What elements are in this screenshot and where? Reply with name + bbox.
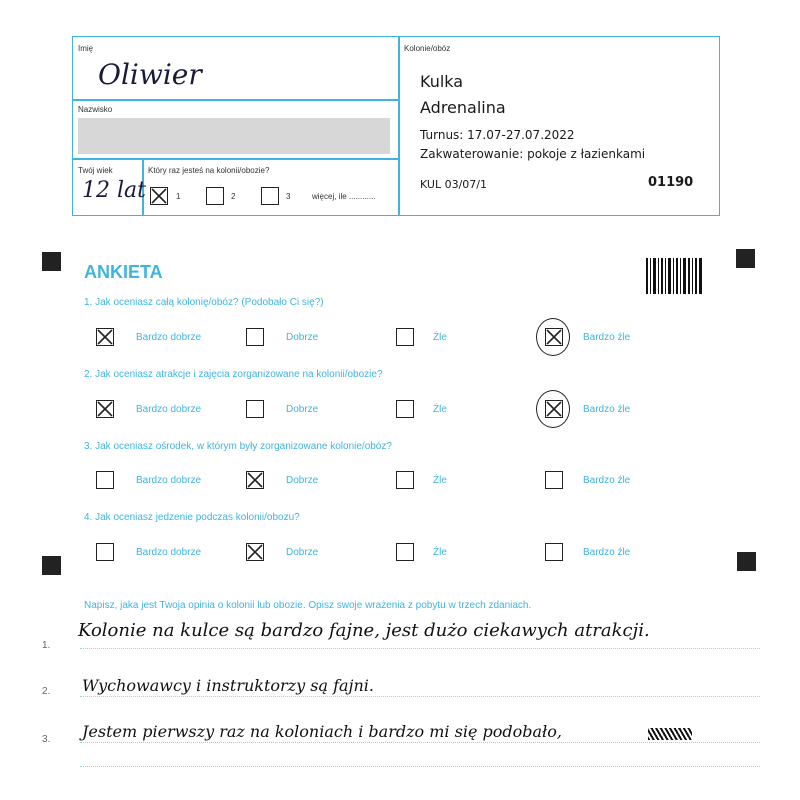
q2-label-bardzo-le: Bardzo źle — [583, 404, 631, 415]
q4-checkbox-bardzo-dobrze[interactable] — [96, 543, 114, 561]
q3-checkbox-le[interactable] — [396, 471, 414, 489]
opinion-prompt: Napisz, jaka jest Twoja opinia o kolonii lub obozie. Opisz swoje wrażenia z pobytu w trzech zdaniach. — [84, 600, 532, 611]
q4-label-dobrze: Dobrze — [286, 547, 319, 558]
times-more: więcej, ile ............ — [312, 192, 376, 201]
dotted-line-3 — [80, 742, 760, 743]
q2-label-le: Źle — [433, 404, 447, 415]
q1-checkbox-dobrze[interactable] — [246, 328, 264, 346]
q4-label-bardzo-dobrze: Bardzo dobrze — [136, 547, 202, 558]
document-number: 01190 — [648, 175, 694, 190]
name-value: Oliwier — [98, 58, 202, 91]
times-checkbox-1[interactable] — [150, 187, 168, 205]
q1-label-dobrze: Dobrze — [286, 332, 319, 343]
survey-title: ANKIETA — [84, 262, 163, 282]
q3-checkbox-bardzo-dobrze[interactable] — [96, 471, 114, 489]
check-mark-icon — [96, 400, 114, 418]
surname-redaction — [78, 118, 390, 154]
question-4-text: 4. Jak oceniasz jedzenie podczas kolonii/obozu? — [84, 512, 300, 523]
question-1-text: 1. Jak oceniasz całą kolonię/obóz? (Podobało Ci się?) — [84, 297, 324, 308]
q3-label-bardzo-le: Bardzo źle — [583, 475, 631, 486]
line-number-2: 2. — [42, 686, 51, 697]
line-number-3: 3. — [42, 734, 51, 745]
q1-label-bardzo-dobrze: Bardzo dobrze — [136, 332, 202, 343]
age-value: 12 lat — [82, 178, 146, 203]
dotted-line-1 — [80, 648, 760, 649]
q3-checkbox-dobrze[interactable] — [246, 471, 264, 489]
surname-label: Nazwisko — [78, 105, 113, 114]
check-mark-icon — [150, 187, 168, 205]
q1-label-le: Źle — [433, 332, 447, 343]
q1-checkbox-le[interactable] — [396, 328, 414, 346]
question-2-text: 2. Jak oceniasz atrakcje i zajęcia zorganizowane na kolonii/obozie? — [84, 369, 383, 380]
opinion-line-1: Kolonie na kulce są bardzo fajne, jest dużo ciekawych atrakcji. — [78, 620, 650, 641]
check-mark-icon — [246, 471, 264, 489]
q4-checkbox-bardzo-le[interactable] — [545, 543, 563, 561]
dotted-line-4 — [80, 766, 760, 767]
times-option-1: 1 — [176, 192, 181, 201]
times-label: Który raz jesteś na kolonii/obozie? — [148, 166, 270, 175]
divider-vertical — [398, 36, 400, 216]
q2-checkbox-dobrze[interactable] — [246, 400, 264, 418]
barcode-icon — [646, 258, 702, 294]
q4-label-bardzo-le: Bardzo źle — [583, 547, 631, 558]
line-number-1: 1. — [42, 640, 51, 651]
times-option-3: 3 — [286, 192, 291, 201]
turnus: Turnus: 17.07-27.07.2022 — [420, 128, 575, 142]
registration-mark-top-right — [736, 249, 755, 268]
q1-label-bardzo-le: Bardzo źle — [583, 332, 631, 343]
q3-label-bardzo-dobrze: Bardzo dobrze — [136, 475, 202, 486]
q4-checkbox-le[interactable] — [396, 543, 414, 561]
code: KUL 03/07/1 — [420, 178, 487, 191]
camp-label: Kolonie/obóz — [404, 44, 451, 53]
q3-checkbox-bardzo-le[interactable] — [545, 471, 563, 489]
opinion-line-3: Jestem pierwszy raz na koloniach i bardzo mi się podobało, — [82, 722, 562, 741]
q4-checkbox-dobrze[interactable] — [246, 543, 264, 561]
camp-name: Kulka — [420, 72, 464, 91]
opinion-line-2: Wychowawcy i instruktorzy są fajni. — [82, 676, 374, 695]
dotted-line-2 — [80, 696, 760, 697]
q3-label-le: Źle — [433, 475, 447, 486]
check-mark-icon — [246, 543, 264, 561]
divider-surname — [72, 158, 398, 160]
q2-circle-mark — [536, 390, 570, 428]
times-option-2: 2 — [231, 192, 236, 201]
q3-label-dobrze: Dobrze — [286, 475, 319, 486]
q2-checkbox-le[interactable] — [396, 400, 414, 418]
q2-label-dobrze: Dobrze — [286, 404, 319, 415]
q4-label-le: Źle — [433, 547, 447, 558]
times-checkbox-2[interactable] — [206, 187, 224, 205]
divider-name — [72, 99, 398, 101]
q1-circle-mark — [536, 318, 570, 356]
q2-checkbox-bardzo-dobrze[interactable] — [96, 400, 114, 418]
scribble-crossout — [648, 728, 692, 740]
registration-mark-bottom-right — [737, 552, 756, 571]
name-label: Imię — [78, 44, 94, 53]
check-mark-icon — [96, 328, 114, 346]
q1-checkbox-bardzo-dobrze[interactable] — [96, 328, 114, 346]
times-checkbox-3[interactable] — [261, 187, 279, 205]
accommodation: Zakwaterowanie: pokoje z łazienkami — [420, 147, 646, 161]
q2-label-bardzo-dobrze: Bardzo dobrze — [136, 404, 202, 415]
camp-program: Adrenalina — [420, 98, 506, 117]
registration-mark-bottom-left — [42, 556, 61, 575]
question-3-text: 3. Jak oceniasz ośrodek, w którym były zorganizowane kolonie/obóz? — [84, 441, 392, 452]
registration-mark-top-left — [42, 252, 61, 271]
age-label: Twój wiek — [78, 166, 113, 175]
